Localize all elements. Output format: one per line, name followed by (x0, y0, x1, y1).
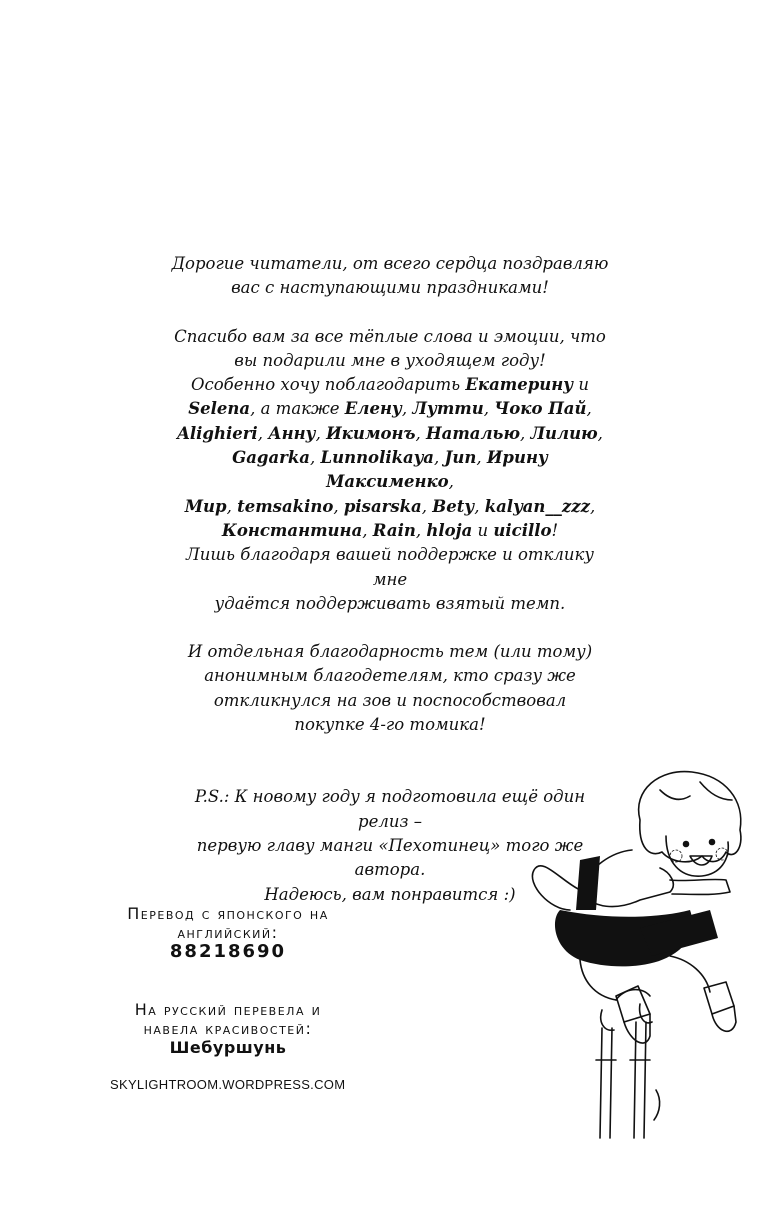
english-translation-credit (118, 904, 338, 961)
ps-line: Надеюсь, вам понравится :) (264, 884, 516, 904)
ps-line: P.S.: К новому году я подготовила ещё один релиз – (194, 787, 586, 831)
support-line: удаётся поддерживать взятый темп. (214, 593, 566, 613)
website-link: SKYLIGHTROOM.WORDPRESS.COM (110, 1077, 346, 1092)
support-line: Лишь благодаря вашей поддержке и отклику мне (186, 545, 594, 589)
names-line: Selena, а также Елену, Лутти, Чоко Пай, (188, 399, 592, 419)
special-thanks-line: покупке 4-го томика! (294, 715, 486, 735)
greeting-line: вас с наступающими праздниками! (231, 278, 549, 298)
names-line: Мир, temsakino, pisarska, Betу, kalyan__zzz, (184, 496, 596, 516)
names-line: Gagarka, Lunnolikaya, Jun, Ирину Максименко, (232, 448, 548, 492)
names-line: Особенно хочу поблагодарить Екатерину и (190, 375, 590, 395)
jumping-child-illustration (520, 760, 770, 1140)
names-line: Alighieri, Анну, Икимонъ, Наталью, Лилию, (177, 423, 603, 443)
translator-name: 88218690 (169, 941, 287, 962)
ps-line: первую главу манги «Пехотинец» того же автора. (196, 835, 584, 880)
credit-label: английский: (177, 923, 279, 942)
special-thanks-line: откликнулся на зов и поспособствовал (213, 690, 567, 710)
credit-label: навела красивостей: (143, 1019, 313, 1038)
special-thanks-line: И отдельная благодарность тем (или тому) (187, 642, 593, 662)
greeting-line: Дорогие читатели, от всего сердца поздравляю (171, 254, 609, 273)
russian-translation-credit (118, 1000, 338, 1057)
credit-label: На русский перевела и (134, 1000, 322, 1019)
credit-label: Перевод с японского на (127, 904, 329, 923)
thanks-line: Спасибо вам за все тёплые слова и эмоции, что (174, 326, 606, 346)
translator-name: Шебуршунь (169, 1038, 287, 1057)
names-line: Константина, Rain, hloja и uicillo! (221, 520, 559, 540)
special-thanks-line: анонимным благодетелям, кто сразу же (204, 666, 576, 686)
thanks-line: вы подарили мне в уходящем году! (234, 350, 546, 370)
